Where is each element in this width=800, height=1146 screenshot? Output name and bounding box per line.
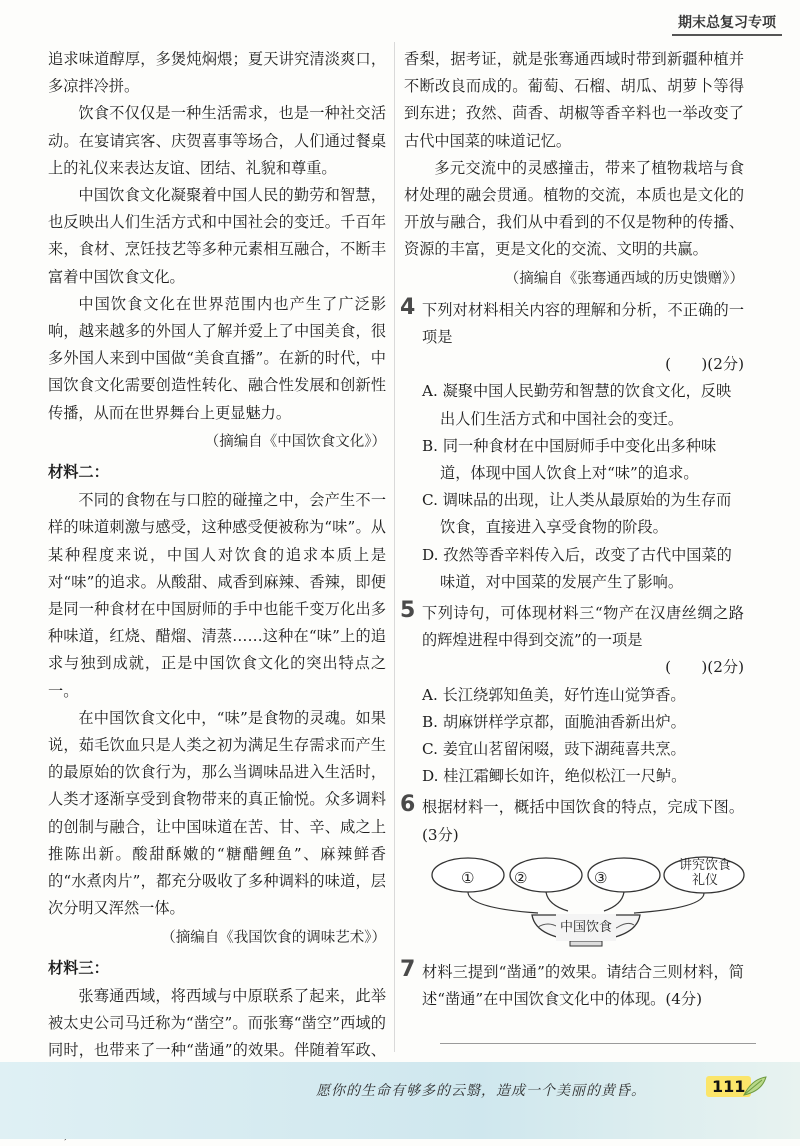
paragraph: 中国饮食文化在世界范围内也产生了广泛影响，越来越多的外国人了解并爱上了中国美食，很多外国人来到中国做“美食直播”。在新的时代，中国饮食文化需要创造性转化、融合性发展和创新性传播，从而在世界舞台上更显魅力。 [48,294,386,422]
connector [546,892,568,911]
question-stem: 下列对材料相关内容的理解和分析，不正确的一项是 [422,300,744,347]
blank-1[interactable]: ① [461,868,475,887]
option-a[interactable]: A. 长江绕郭知鱼美，好竹连山觉笋香。 [422,685,686,704]
connector [604,892,624,911]
option-b[interactable]: B. 胡麻饼样学京都，面脆油香新出炉。 [422,712,686,731]
material-heading: 材料二： [48,463,109,482]
question-4 [400,294,744,596]
blank-3[interactable]: ③ [594,868,608,887]
question-number: 4 [400,294,416,320]
option-c[interactable]: C. 姜宜山茗留闲啜，豉下湖莼喜共烹。 [422,740,686,759]
answer-blank[interactable]: ( )(2分) [665,658,744,677]
paragraph: 张骞通西域，将西域与中原联系了起来，此举被太史公司马迁称为“凿空”。而张骞“凿空”西域的同时，也带来了一种“凿通”的效果。伴随着军政、 [48,986,386,1060]
connector [634,893,704,913]
paragraph: 在中国饮食文化中，“味”是食物的灵魂。如果说，茹毛饮血只是人类之初为满足生存需求而产生的最原始的饮食行为，那么当调味品进入生活时，人类才逐渐享受到食物带来的真正愉悦。众多调料的创制与融合，让中国味道在苦、甘、辛、咸之上推陈出新。酸甜酥嫩的“糖醋鲤鱼”、麻辣鲜香的“水煮肉片”，都充分吸收了多种调料的味道，层次分明又浑然一体。 [48,708,386,918]
section-tag: 期末总复习专项 [672,12,782,36]
left-column [48,46,386,1146]
leaf-icon [742,1075,768,1097]
food-features-diagram [428,853,748,949]
question-5 [400,598,744,790]
paragraph: 不同的食物在与口腔的碰撞之中，会产生不一样的味道刺激与感受，这种感受便被称为“味”。从某种程度来说，中国人对饮食的追求本质上是对“味”的追求。从酸甜、咸香到麻辣、香辣，即便是同一种食材在中国厨师的手中也能千变万化出多种味道，红烧、醋熘、清蒸……这种在“味”上的追求与独到成就，正是中国饮食文化的突出特点之一。 [48,491,386,700]
option-c[interactable]: C. 调味品的出现，让人类从最原始的为生存而饮食，直接进入享受食物的阶段。 [422,491,732,537]
option-b[interactable]: B. 同一种食材在中国厨师手中变化出多种味道，体现中国人饮食上对“味”的追求。 [422,436,717,483]
paragraph: 香梨，据考证，就是张骞通西域时带到新疆种植并不断改良而成的。葡萄、石榴、胡瓜、胡萝卜等得到东进；孜然、茴香、胡椒等香辛料也一举改变了古代中国菜的味道记忆。 [404,50,744,150]
citation: （摘编自《我国饮食的调味艺术》） [161,929,386,946]
citation: （摘编自《张骞通西域的历史馈赠》） [504,270,744,287]
option-a[interactable]: A. 凝聚中国人民勤劳和智慧的饮食文化，反映出人们生活方式和中国社会的变迁。 [422,382,732,428]
question-number: 5 [400,598,416,624]
bowl-foot [570,941,602,946]
bowl-label: 中国饮食 [556,914,616,941]
page-number: 111 [706,1076,751,1097]
option-d[interactable]: D. 桂江霜鲫长如许，绝似松江一尺鲈。 [422,767,687,786]
question-stem: 根据材料一，概括中国饮食的特点，完成下图。(3分) [422,798,744,844]
column-divider [394,42,395,1052]
question-6 [400,792,744,948]
connector [468,892,538,913]
etiquette-label: 讲究饮食礼仪 [678,857,731,888]
question-stem: 下列诗句，可体现材料三“物产在汉唐丝绸之路的辉煌进程中得到交流”的一项是 [422,604,744,650]
paragraph: 饮食不仅仅是一种生活需求，也是一种社交活动。在宴请宾客、庆贺喜事等场合，人们通过餐桌上的礼仪来表达友谊、团结、礼貌和尊重。 [48,104,386,177]
blank-2[interactable]: ② [514,868,528,887]
option-d[interactable]: D. 孜然等香辛料传入后，改变了古代中国菜的味道，对中国菜的发展产生了影响。 [422,545,732,591]
material-heading: 材料三： [48,958,109,977]
right-column [400,46,744,1106]
question-number: 6 [400,792,416,818]
answer-blank[interactable]: ( )(2分) [665,355,744,374]
footer-motto: 愿你的生命有够多的云翳，造成一个美丽的黄昏。 [316,1083,646,1099]
paragraph: 多元交流中的灵感撞击，带来了植物栽培与食材处理的融会贯通。植物的交流，本质也是文化的开放与融合，我们从中看到的不仅是物种的传播、资源的丰富，更是文化的交流、文明的共赢。 [404,158,744,259]
footer-band [0,1062,800,1139]
citation: （摘编自《中国饮食文化》） [204,433,386,450]
question-stem: 材料三提到“凿通”的效果。请结合三则材料，简述“凿通”在中国饮食文化中的体现。(4分) [422,962,744,1009]
paragraph: 中国饮食文化凝聚着中国人民的勤劳和智慧，也反映出人们生活方式和中国社会的变迁。千百年来，食材、烹饪技艺等多种元素相互融合，不断丰富着中国饮食文化。 [48,186,386,286]
question-number: 7 [400,956,416,982]
paragraph: 追求味道醇厚，多煲炖焖煨；夏天讲究清淡爽口，多凉拌冷拼。 [48,50,386,96]
